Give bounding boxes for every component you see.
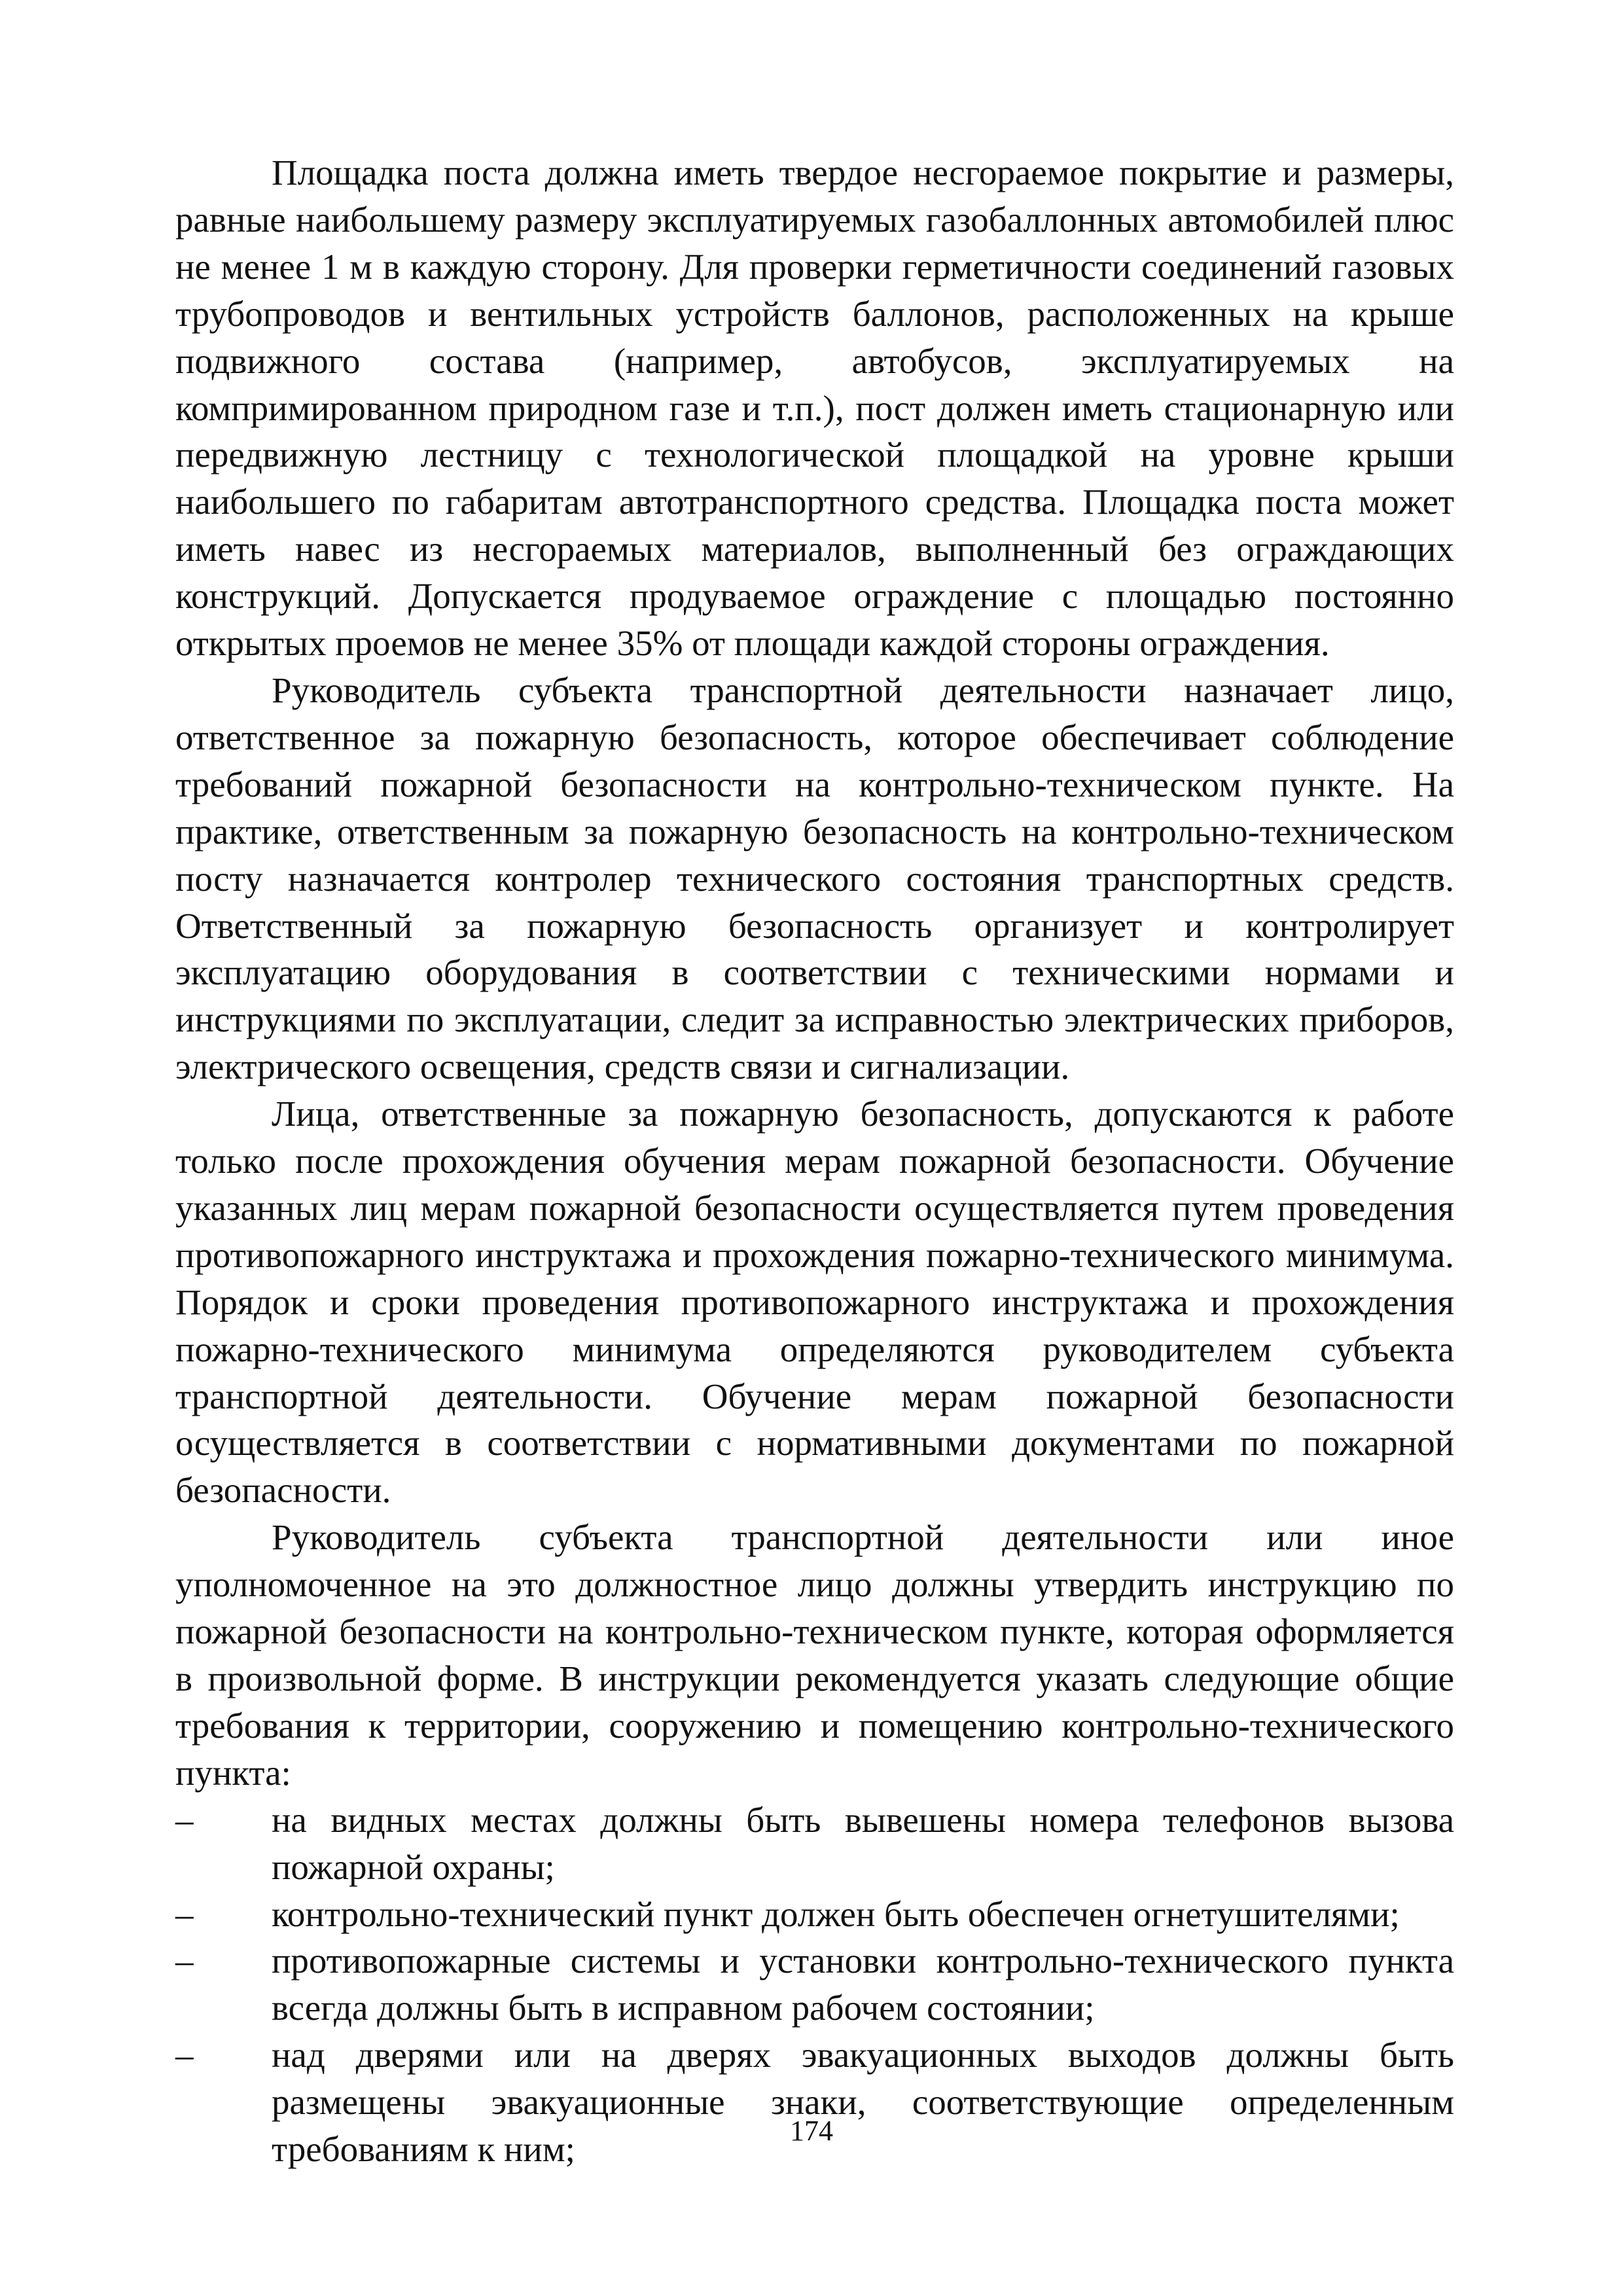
list-item [175, 1797, 1454, 1891]
page-number: 174 [790, 2115, 833, 2147]
dash-marker: – [175, 1893, 194, 1934]
list-item-text: противопожарные системы и установки контрольно-технического пункта всегда должны быть в исправном рабочем состоянии; [272, 1941, 1454, 2028]
list-item-text: контрольно-технический пункт должен быть обеспечен огнетушителями; [272, 1893, 1400, 1934]
list-item-text: на видных местах должны быть вывешены номера телефонов вызова пожарной охраны; [272, 1799, 1454, 1887]
paragraph-responsible-person: Руководитель субъекта транспортной деятельности назначает лицо, ответственное за пожарную безопасность, которое обеспечивает соблюдение требований пожарной безопасности на контрольно-техническом пункте. На практике, ответственным за пожарную безопасность на контрольно-техническом посту назначается контролер технического состояния транспортных средств. Ответственный за пожарную безопасность организует и контролирует эксплуатацию оборудования в соответствии с техническими нормами и инструкциями по эксплуатации, следит за исправностью электрических приборов, электрического освещения, средств связи и сигнализации. [175, 670, 1454, 1087]
paragraph-post-platform: Площадка поста должна иметь твердое несгораемое покрытие и размеры, равные наибольшему размеру эксплуатируемых газобаллонных автомобилей плюс не менее 1 м в каждую сторону. Для проверки герметичности соединений газовых трубопроводов и вентильных устройств баллонов, расположенных на крыше подвижного состава (например, автобусов, эксплуатируемых на компримированном природном газе и т.п.), пост должен иметь стационарную или передвижную лестницу с технологической площадкой на уровне крыши наибольшего по габаритам автотранспортного средства. Площадка поста может иметь навес из несгораемых материалов, выполненный без ограждающих конструкций. Допускается продуваемое ограждение с площадью постоянно открытых проемов не менее 35% от площади каждой стороны ограждения. [175, 152, 1454, 664]
paragraph-instruction: Руководитель субъекта транспортной деятельности или иное уполномоченное на это должностное лицо должны утвердить инструкцию по пожарной безопасности на контрольно-техническом пункте, которая оформляется в произвольной форме. В инструкции рекомендуется указать следующие общие требования к территории, сооружению и помещению контрольно-технического пункта: [175, 1517, 1454, 1793]
list-item-text: над дверями или на дверях эвакуационных выходов должны быть размещены эвакуационные знаки, соответствующие определенным требованиям к ним; [272, 2035, 1454, 2170]
dash-marker: – [175, 2035, 194, 2075]
dash-marker: – [175, 1941, 194, 1981]
list-item [175, 1891, 1454, 1938]
list-item [175, 2032, 1454, 2173]
paragraph-training: Лица, ответственные за пожарную безопасность, допускаются к работе только после прохождения обучения мерам пожарной безопасности. Обучение указанных лиц мерам пожарной безопасности осуществляется путем проведения противопожарного инструктажа и прохождения пожарно-технического минимума. Порядок и сроки проведения противопожарного инструктажа и прохождения пожарно-технического минимума определяются руководителем субъекта транспортной деятельности. Обучение мерам пожарной безопасности осуществляется в соответствии с нормативными документами по пожарной безопасности. [175, 1094, 1454, 1511]
page-body [175, 149, 1454, 2173]
list-item [175, 1937, 1454, 2032]
dash-marker: – [175, 1799, 194, 1840]
